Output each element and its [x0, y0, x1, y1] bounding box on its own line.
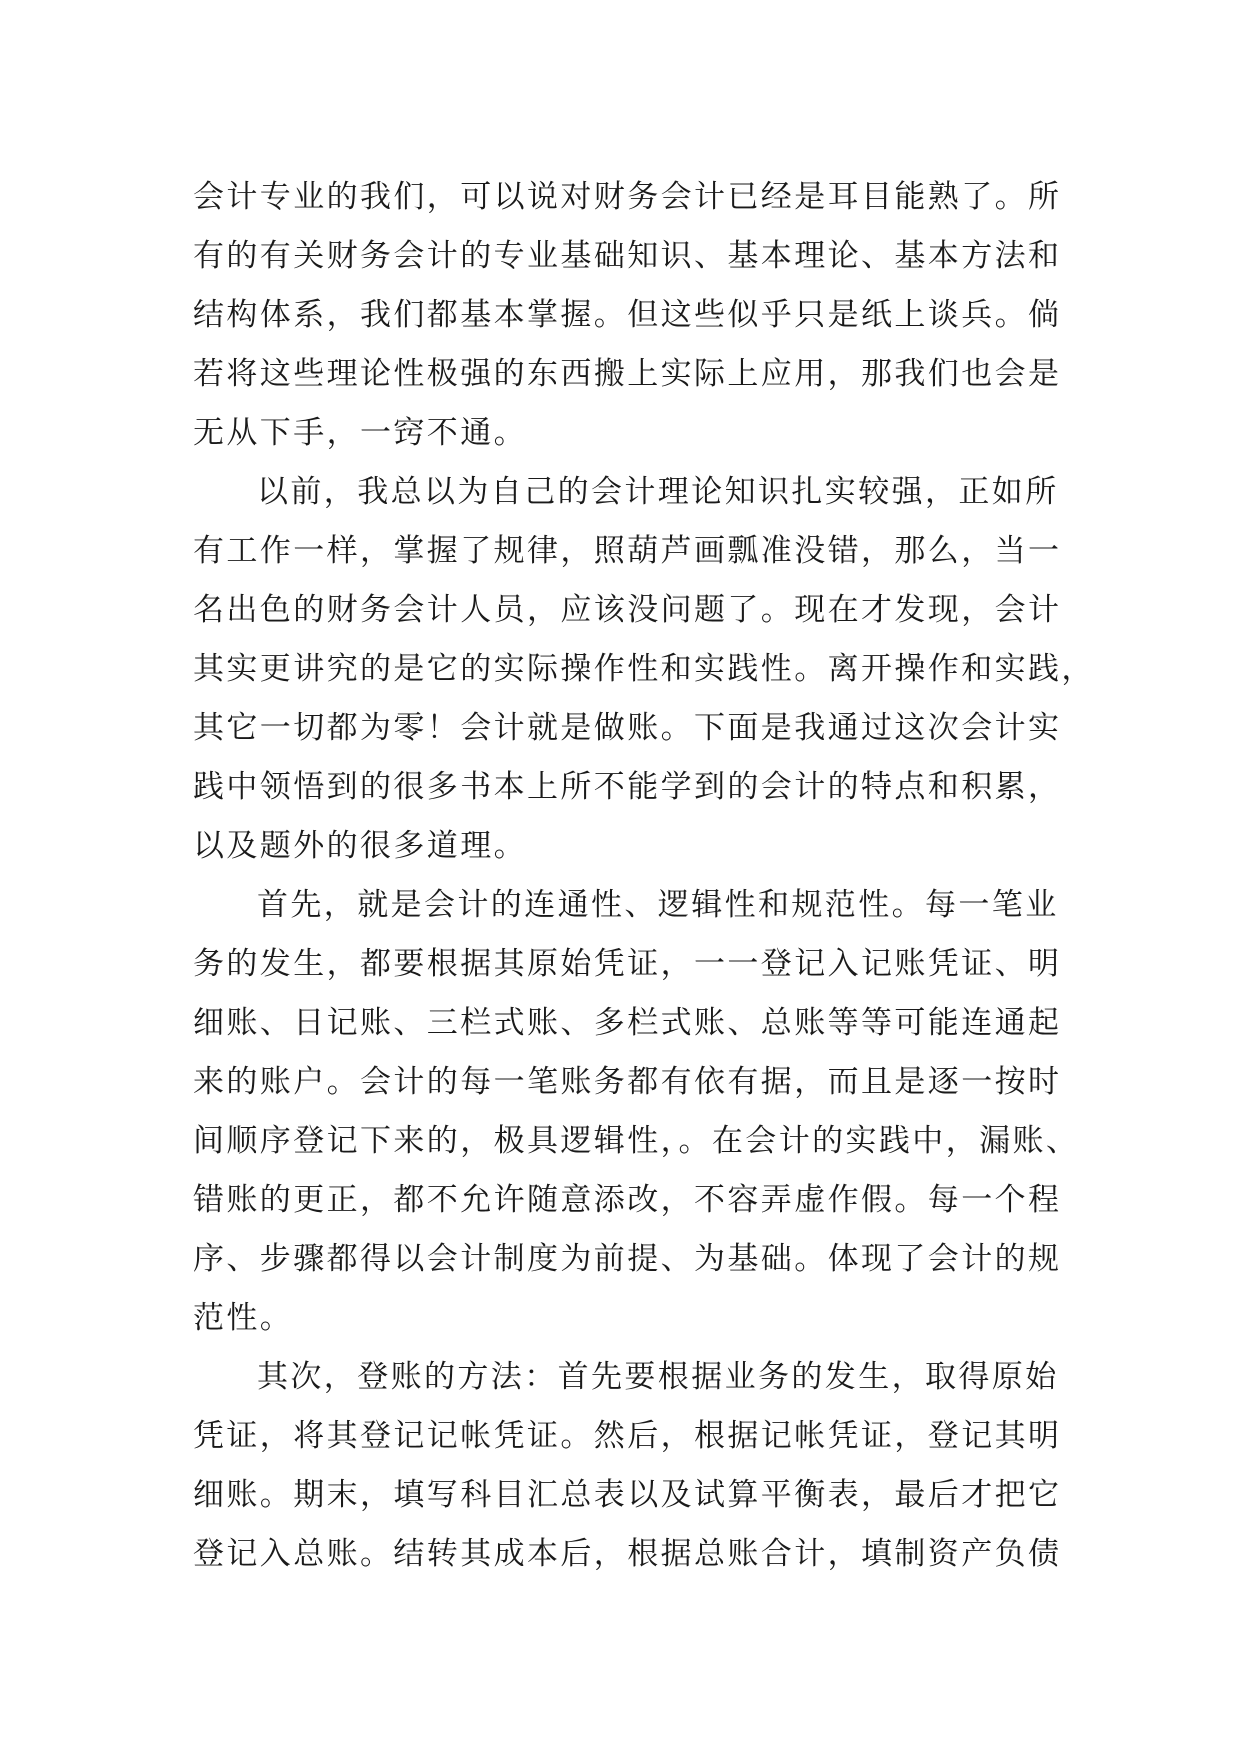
text-line: 登记入总账。结转其成本后，根据总账合计，填制资产负债 — [193, 1536, 1062, 1572]
paragraph-4 — [193, 1348, 1073, 1584]
text-line: 序、步骤都得以会计制度为前提、为基础。体现了会计的规 — [193, 1241, 1062, 1277]
text-line: 践中领悟到的很多书本上所不能学到的会计的特点和积累， — [193, 769, 1062, 805]
text-line: 会计专业的我们，可以说对财务会计已经是耳目能熟了。所 — [193, 179, 1062, 215]
text-line: 有的有关财务会计的专业基础知识、基本理论、基本方法和 — [193, 238, 1062, 274]
text-line: 名出色的财务会计人员，应该没问题了。现在才发现，会计 — [193, 592, 1062, 628]
text-line: 结构体系，我们都基本掌握。但这些似乎只是纸上谈兵。倘 — [193, 297, 1062, 333]
text-line: 细账、日记账、三栏式账、多栏式账、总账等等可能连通起 — [193, 1005, 1062, 1041]
text-line: 首先，就是会计的连通性、逻辑性和规范性。每一笔业 — [257, 887, 1059, 923]
body-text — [193, 168, 1095, 1584]
paragraph-2 — [193, 463, 1095, 876]
text-line: 间顺序登记下来的，极具逻辑性，。在会计的实践中，漏账、 — [193, 1123, 1080, 1159]
text-line: 有工作一样，掌握了规律，照葫芦画瓢准没错，那么，当一 — [193, 533, 1062, 569]
text-line: 范性。 — [193, 1300, 294, 1336]
text-line: 务的发生，都要根据其原始凭证，一一登记入记账凭证、明 — [193, 946, 1062, 982]
text-line: 以前，我总以为自己的会计理论知识扎实较强，正如所 — [257, 474, 1059, 510]
paragraph-3 — [193, 876, 1080, 1348]
text-line: 以及题外的很多道理。 — [193, 828, 527, 864]
text-line: 其它一切都为零！会计就是做账。下面是我通过这次会计实 — [193, 710, 1062, 746]
text-line: 错账的更正，都不允许随意添改，不容弄虚作假。每一个程 — [193, 1182, 1062, 1218]
text-line: 凭证，将其登记记帐凭证。然后，根据记帐凭证，登记其明 — [193, 1418, 1062, 1454]
text-line: 无从下手，一窍不通。 — [193, 415, 527, 451]
paragraph-1 — [193, 168, 1073, 463]
text-line: 其实更讲究的是它的实际操作性和实践性。离开操作和实践， — [193, 651, 1095, 687]
text-line: 其次，登账的方法：首先要根据业务的发生，取得原始 — [257, 1359, 1059, 1395]
text-line: 细账。期末，填写科目汇总表以及试算平衡表，最后才把它 — [193, 1477, 1062, 1513]
text-line: 来的账户。会计的每一笔账务都有依有据，而且是逐一按时 — [193, 1064, 1062, 1100]
text-line: 若将这些理论性极强的东西搬上实际上应用，那我们也会是 — [193, 356, 1062, 392]
